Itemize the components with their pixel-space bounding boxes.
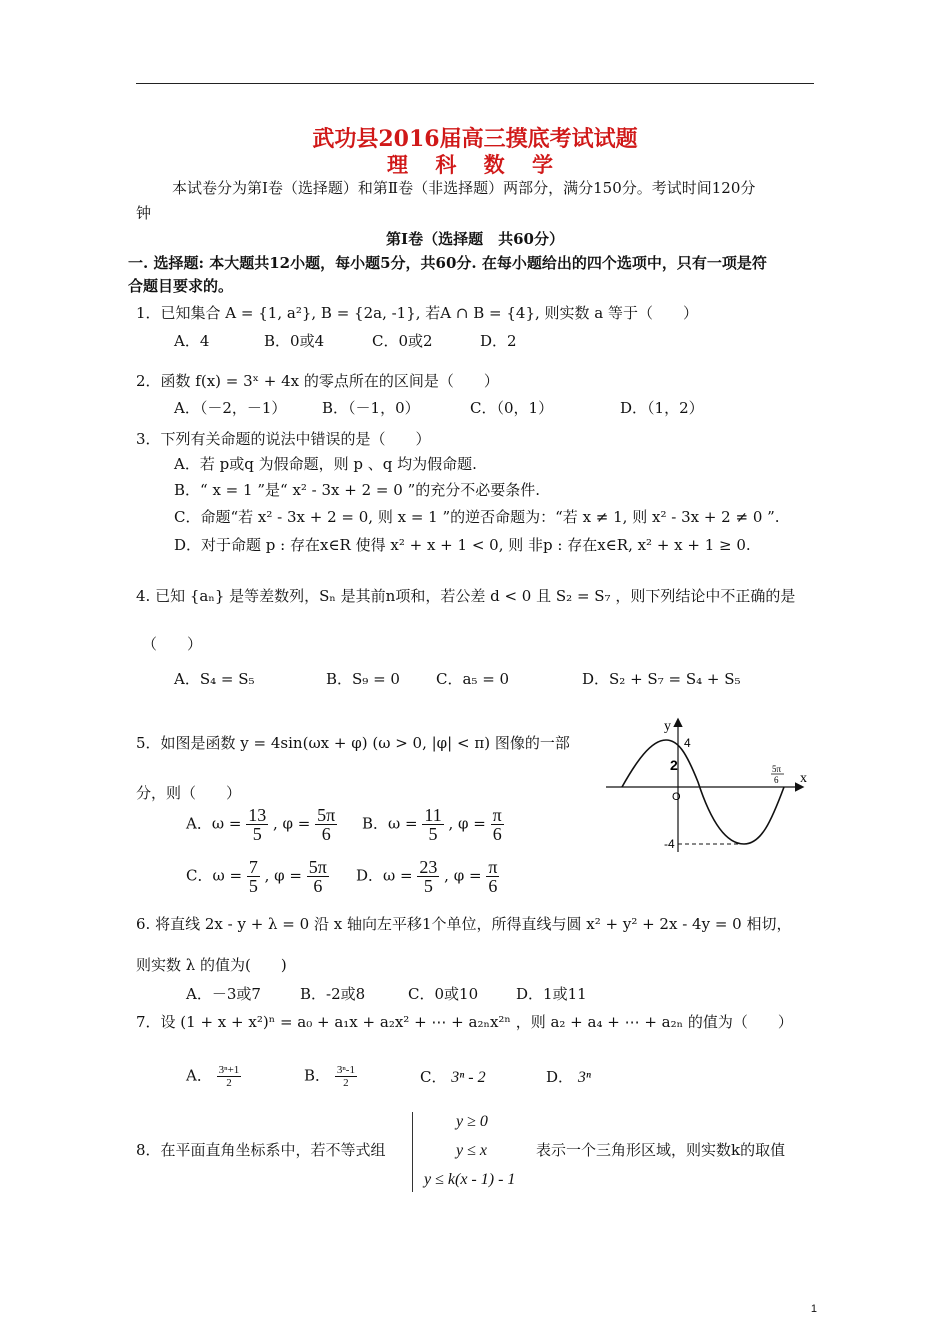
frac-den: 2 [226, 1077, 232, 1089]
q1-option-c: C．0或2 [372, 332, 433, 350]
x-axis-label: x [800, 771, 807, 786]
q2-option-c: C．（0，1） [470, 399, 554, 417]
q5-a-phi [315, 806, 337, 843]
q7-option-a-label: A． [186, 1066, 212, 1085]
q5-option-b-label: B．ω = [362, 814, 418, 833]
frac-num: 7 [248, 857, 258, 877]
frac-den: 2 [343, 1077, 349, 1089]
q2-option-d: D．（1，2） [620, 399, 704, 417]
frac-den: 5 [423, 876, 433, 896]
frac-num: 11 [424, 805, 442, 825]
instructions-line-2: 合题目要求的。 [128, 277, 234, 295]
frac-num: 5π [317, 805, 336, 825]
q4-option-c: C．a₅ = 0 [436, 670, 510, 688]
frac-den: 6 [488, 876, 498, 896]
q3-option-a: A．若 p或q 为假命题，则 p 、q 均为假命题. [174, 455, 477, 473]
q6-option-c: C．0或10 [408, 985, 479, 1003]
q5-option-a: A．ω = $\frac{13}{5}$ , φ = $\frac{5\pi}{6}$ [186, 805, 336, 844]
tick-2: 2 [670, 757, 678, 773]
q5-option-c-label: C．ω = [186, 866, 243, 885]
q1-stem: 1．已知集合 A = {1, a²}, B = {2a, -1}, 若A ∩ B = {4}, 则实数 a 等于（ ） [136, 304, 699, 322]
q3-option-b: B．“ x = 1 ”是“ x² - 3x + 2 = 0 ”的充分不必要条件. [174, 481, 541, 499]
origin-label: O [672, 791, 681, 803]
q7-b-frac [335, 1064, 357, 1089]
q5-option-b: B．ω = $\frac{11}{5}$ , φ = $\frac{\pi}{6}$ [362, 805, 502, 844]
q8-ineq-3: y ≤ k(x - 1) - 1 [424, 1171, 516, 1188]
frac-den: 6 [492, 824, 502, 844]
tick-4: 4 [684, 736, 691, 750]
q3-option-c: C．命题“若 x² - 3x + 2 = 0, 则 x = 1 ”的逆否命题为：“若 x ≠ 1, 则 x² - 3x + 2 ≠ 0 ”. [174, 508, 780, 526]
frac-den: 5 [248, 876, 258, 896]
q7-option-d-label: D． [546, 1068, 574, 1086]
q5-b-phi [491, 806, 504, 843]
frac-den: 6 [321, 824, 331, 844]
q1-option-a: A．4 [174, 332, 210, 350]
frac-den: 5 [428, 824, 438, 844]
frac-num: π [488, 857, 498, 877]
q8-system-brace [412, 1112, 421, 1192]
q7-option-b-label: B． [304, 1066, 331, 1085]
q7-option-d-value: 3ⁿ [577, 1069, 591, 1086]
q7-option-b [304, 1064, 357, 1089]
q2-option-b: B．（－1，0） [322, 399, 420, 417]
frac-den: 5 [252, 824, 262, 844]
q6-option-b: B．-2或8 [300, 985, 366, 1003]
q6-stem: 6. 将直线 2x - y + λ = 0 沿 x 轴向左平移1个单位，所得直线与圆 x² + y² + 2x - 4y = 0 相切， [136, 915, 792, 933]
q5-c-phi [307, 858, 329, 895]
frac-num: 3ⁿ-1 [336, 1064, 355, 1076]
q5-c-omega [247, 858, 260, 895]
q5-b-omega [422, 806, 443, 843]
q8-stem-left: 8．在平面直角坐标系中，若不等式组 [136, 1141, 386, 1159]
frac-num: 3ⁿ+1 [218, 1064, 240, 1076]
xtick-den: 6 [774, 775, 779, 785]
section-header: 第Ⅰ卷（选择题 共60分） [386, 230, 564, 248]
exam-title: 武功县2016届高三摸底考试试题 [312, 126, 638, 152]
q8-stem-right: 表示一个三角形区域，则实数k的取值 [536, 1141, 786, 1159]
intro-line-1: 本试卷分为第Ⅰ卷（选择题）和第Ⅱ卷（非选择题）两部分，满分150分。考试时间120分 [172, 179, 756, 197]
q5-option-a-label: A．ω = [186, 814, 242, 833]
q4-stem: 4. 已知 {aₙ} 是等差数列，Sₙ 是其前n项和，若公差 d < 0 且 S₂ = S₇ ，则下列结论中不正确的是 [136, 587, 796, 605]
q5-stem: 5．如图是函数 y = 4sin(ωx + φ) (ω > 0, |φ| < π) 图像的一部 [136, 734, 570, 752]
q4-option-d: D．S₂ + S₇ = S₄ + S₅ [582, 670, 741, 688]
q6-option-d: D．1或11 [516, 985, 587, 1003]
q5-option-c: C．ω = $\frac{7}{5}$ , φ = $\frac{5\pi}{6}$ [186, 857, 327, 896]
q4-paren: （ ） [142, 635, 203, 653]
frac-num: 5π [308, 857, 327, 877]
exam-subtitle: 理 科 数 学 [387, 152, 563, 177]
q5-d-omega [417, 858, 439, 895]
q7-a-frac [217, 1064, 242, 1089]
q5-a-omega [246, 806, 268, 843]
q7-option-c-value: 3ⁿ - 2 [451, 1069, 486, 1086]
frac-den: 6 [313, 876, 323, 896]
frac-num: π [492, 805, 502, 825]
intro-line-2: 钟 [136, 204, 152, 222]
q7-option-d [546, 1066, 591, 1087]
q2-stem: 2．函数 f(x) = 3ˣ + 4x 的零点所在的区间是（ ） [136, 372, 499, 390]
frac-num: 23 [419, 857, 438, 877]
tick-minus-4: -4 [664, 837, 675, 851]
q5-option-d-label: D．ω = [356, 866, 413, 885]
xtick-num: 5π [772, 764, 782, 774]
q7-option-a [186, 1064, 241, 1089]
q6-option-a: A．－3或7 [186, 985, 261, 1003]
q6-stem-2: 则实数 λ 的值为( ) [136, 956, 287, 974]
top-rule [136, 83, 814, 84]
q7-option-c [420, 1066, 486, 1087]
sine-curve [622, 740, 784, 844]
q5-stem-2: 分，则（ ） [136, 784, 242, 802]
page-number: 1 [810, 1303, 817, 1315]
y-axis-label: y [664, 719, 671, 734]
q7-option-c-label: C． [420, 1068, 447, 1086]
q8-ineq-1: y ≥ 0 [456, 1113, 488, 1130]
q5-d-phi [486, 858, 499, 895]
q2-option-a: A．（－2，－1） [174, 399, 287, 417]
q4-option-b: B．S₉ = 0 [326, 670, 400, 688]
q3-option-d: D．对于命题 p : 存在x∈R 使得 x² + x + 1 < 0, 则 非p : 存在x∈R, x² + x + 1 ≥ 0. [174, 536, 751, 554]
q5-option-d: D．ω = $\frac{23}{5}$ , φ = $\frac{\pi}{6}$ [356, 857, 498, 896]
q3-stem: 3．下列有关命题的说法中错误的是（ ） [136, 430, 431, 448]
instructions-line-1: 一. 选择题: 本大题共12小题，每小题5分，共60分. 在每小题给出的四个选项中，只有一项是符 [128, 254, 767, 272]
q1-option-d: D．2 [480, 332, 517, 350]
q4-option-a: A．S₄ = S₅ [174, 670, 255, 688]
q1-option-b: B．0或4 [264, 332, 325, 350]
q7-stem: 7．设 (1 + x + x²)ⁿ = a₀ + a₁x + a₂x² + ⋯ + a₂ₙx²ⁿ ，则 a₂ + a₄ + ⋯ + a₂ₙ 的值为（ ） [136, 1013, 793, 1031]
q5-sine-graph [606, 712, 816, 852]
q8-ineq-2: y ≤ x [456, 1142, 487, 1159]
frac-num: 13 [248, 805, 267, 825]
